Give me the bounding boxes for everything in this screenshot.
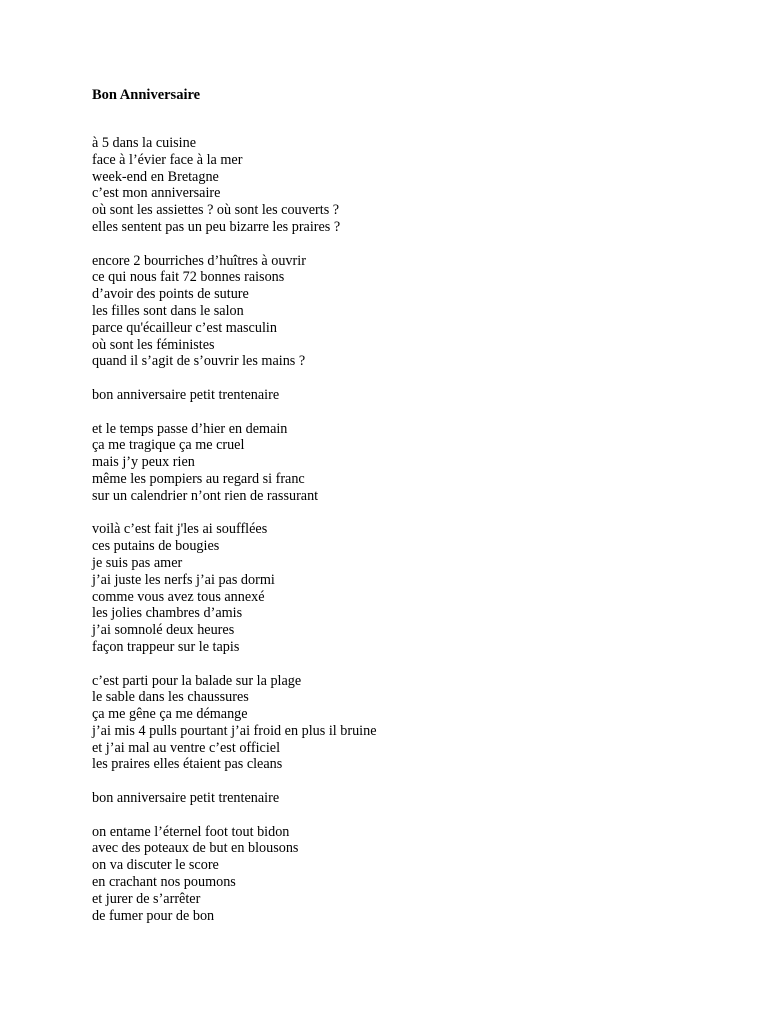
poem-line: les jolies chambres d’amis: [92, 605, 243, 622]
poem-line: j’ai juste les nerfs j’ai pas dormi: [92, 571, 275, 588]
poem-line: où sont les assiettes ? où sont les couverts ?: [92, 202, 340, 219]
poem-line: façon trappeur sur le tapis: [92, 638, 240, 655]
poem-stanza: [92, 253, 732, 371]
poem-line: bon anniversaire petit trentenaire: [92, 790, 280, 807]
poem-line: c’est parti pour la balade sur la plage: [92, 672, 302, 689]
poem-line: où sont les féministes: [92, 336, 215, 353]
poem-line: bon anniversaire petit trentenaire: [92, 386, 280, 403]
poem-line: ces putains de bougies: [92, 538, 220, 555]
poem-line: les filles sont dans le salon: [92, 302, 244, 319]
poem-stanza: [92, 673, 732, 774]
poem-stanza: [92, 387, 732, 404]
poem-stanza: [92, 135, 732, 236]
poem-line: parce qu'écailleur c’est masculin: [92, 319, 277, 336]
poem-line: face à l’évier face à la mer: [92, 151, 243, 168]
poem-line: et le temps passe d’hier en demain: [92, 420, 288, 437]
poem-line: quand il s’agit de s’ouvrir les mains ?: [92, 353, 306, 370]
poem-line: et jurer de s’arrêter: [92, 890, 201, 907]
poem-line: et j’ai mal au ventre c’est officiel: [92, 739, 281, 756]
poem-line: en crachant nos poumons: [92, 874, 236, 891]
poem-line: à 5 dans la cuisine: [92, 135, 197, 151]
poem-line: ça me tragique ça me cruel: [92, 437, 245, 454]
poem-stanza: [92, 790, 732, 807]
poem-line: avec des poteaux de but en blousons: [92, 840, 299, 857]
poem-line: c’est mon anniversaire: [92, 185, 221, 202]
poem-line: d’avoir des points de suture: [92, 286, 249, 303]
poem-line: on va discuter le score: [92, 857, 219, 874]
poem-body: [92, 135, 732, 941]
poem-line: ce qui nous fait 72 bonnes raisons: [92, 269, 285, 286]
poem-line: elles sentent pas un peu bizarre les praires ?: [92, 218, 341, 235]
poem-line: le sable dans les chaussures: [92, 689, 249, 706]
poem-line: encore 2 bourriches d’huîtres à ouvrir: [92, 252, 306, 269]
poem-line: j’ai mis 4 pulls pourtant j’ai froid en plus il bruine: [92, 722, 377, 739]
poem-stanza: [92, 824, 732, 925]
poem-line: j’ai somnolé deux heures: [92, 622, 235, 639]
poem-line: ça me gêne ça me démange: [92, 706, 248, 723]
poem-line: week-end en Bretagne: [92, 168, 219, 185]
poem-line: sur un calendrier n’ont rien de rassurant: [92, 487, 319, 504]
document-title: Bon Anniversaire: [92, 87, 201, 103]
poem-stanza: [92, 521, 732, 655]
poem-line: les praires elles étaient pas cleans: [92, 756, 283, 773]
poem-line: même les pompiers au regard si franc: [92, 470, 305, 487]
poem-line: comme vous avez tous annexé: [92, 588, 265, 605]
poem-line: voilà c’est fait j'les ai soufflées: [92, 521, 268, 538]
poem-line: je suis pas amer: [92, 554, 183, 571]
poem-line: mais j’y peux rien: [92, 454, 195, 471]
poem-line: de fumer pour de bon: [92, 907, 215, 924]
poem-line: on entame l’éternel foot tout bidon: [92, 823, 290, 840]
poem-stanza: [92, 421, 732, 505]
